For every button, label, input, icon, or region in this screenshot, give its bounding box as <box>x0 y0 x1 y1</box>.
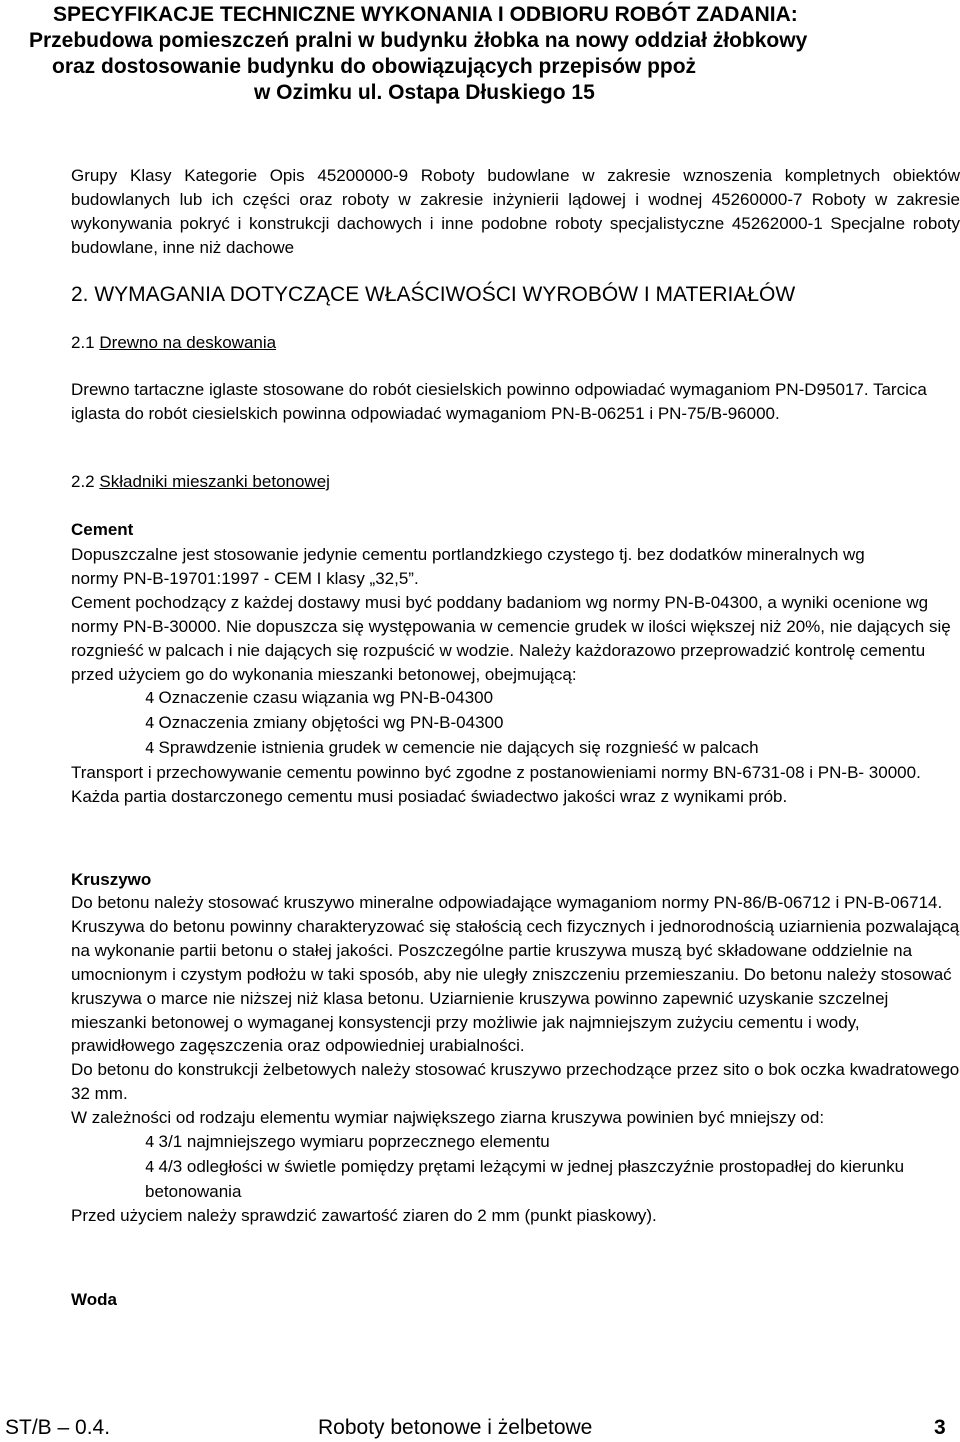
footer-spec-code: ST/B – 0.4. <box>5 1416 111 1439</box>
kruszywo-paragraph-4: Przed użyciem należy sprawdzić zawartość ziaren do 2 mm (punkt piaskowy). <box>71 1205 657 1225</box>
title-line-4: w Ozimku ul. Ostapa Dłuskiego 15 <box>254 81 595 104</box>
kruszywo-paragraph-3: W zależności od rodzaju elementu wymiar największego ziarna kruszywa powinien być mniejszy od: <box>71 1108 825 1128</box>
subsection-2-1-heading <box>71 333 276 353</box>
cement-paragraph-2: Cement pochodzący z każdej dostawy musi być poddany badaniom wg normy PN-B-04300, a wyniki ocenione wg normy PN-B-30000. Nie dopuszcza się występowania w cemencie grudek w ilości większej niż 20%, nie dających się rozgnieść w palcach i nie dających się rozpuścić w wodzie. Należy każdorazowo przeprowadzić kontrolę cementu przed użyciem go do wykonania mieszanki betonowej, obejmującą: <box>71 592 951 684</box>
cement-heading: Cement <box>71 520 134 539</box>
subsection-2-2-heading <box>71 472 330 492</box>
bullet-icon: 4 <box>145 714 155 733</box>
cpv-paragraph <box>71 164 960 260</box>
kruszywo-paragraph-1: Do betonu należy stosować kruszywo mineralne odpowiadające wymaganiom normy PN-86/B-06712 i PN-B-06714. Kruszywa do betonu powinny charakteryzować się stałością cech fizycznych i jednorodnością uziarnienia pozwalającą na wykonanie partii betonu o stałej jakości. Poszczególne partie kruszywa muszą być składowane oddzielnie na umocnionym i czystym podłożu w taki sposób, aby nie uległy zniszczeniu przemieszaniu. Do betonu należy stosować kruszywa o marce nie niższej niż klasa betonu. Uziarnienie kruszywa powinno zapewnić uzyskanie szczelnej mieszanki betonowej o wymaganej konsystencji przy możliwie jak najmniejszym zużyciu cementu i wody, prawidłowego zagęszczenia oraz odpowiedniej urabialności. <box>71 893 960 1056</box>
document-title <box>30 2 950 106</box>
kruszywo-paragraph-2: Do betonu do konstrukcji żelbetowych należy stosować kruszywo przechodzące przez sito o bok oczka kwadratowego 32 mm. <box>71 1060 960 1104</box>
kruszywo-section <box>71 891 960 1228</box>
bullet-icon: 4 <box>145 1133 155 1152</box>
subsection-2-1-number: 2.1 <box>71 333 95 352</box>
woda-heading: Woda <box>71 1290 117 1309</box>
title-line-2: Przebudowa pomieszczeń pralni w budynku żłobka na nowy oddział żłobkowy <box>29 29 808 52</box>
page-footer <box>0 1414 960 1442</box>
title-line-3: oraz dostosowanie budynku do obowiązujących przepisów ppoż <box>52 55 697 78</box>
subsection-2-1-paragraph <box>71 378 951 426</box>
footer-title: Roboty betonowe i żelbetowe <box>318 1416 593 1439</box>
title-line-1: SPECYFIKACJE TECHNICZNE WYKONANIA I ODBIORU ROBÓT ZADANIA: <box>53 3 798 26</box>
section-2-heading: 2. WYMAGANIA DOTYCZĄCE WŁAŚCIWOŚCI WYROBÓW I MATERIAŁÓW <box>71 283 796 306</box>
cement-bullet-item: 4 Oznaczenia zmiany objętości wg PN-B-04300 <box>145 713 504 733</box>
bullet-icon: 4 <box>145 689 155 708</box>
cpv-text: Grupy Klasy Kategorie Opis 45200000-9 Roboty budowlane w zakresie wznoszenia kompletnych obiektów budowlanych lub ich części oraz roboty w zakresie inżynierii lądowej i wodnej 45260000-7 Roboty w zakresie wykonywania pokryć i konstrukcji dachowych i inne podobne roboty specjalistyczne 45262000-1 Specjalne roboty budowlane, inne niż dachowe <box>71 166 960 257</box>
wood-requirements-text: Drewno tartaczne iglaste stosowane do robót ciesielskich powinno odpowiadać wymaganiom PN-D95017. Tarcica iglasta do robót ciesielskich powinna odpowiadać wymaganiom PN-B-06251 i PN-75/B-96000. <box>71 380 927 423</box>
cement-bullet-item: 4 Sprawdzenie istnienia grudek w cemencie nie dających się rozgnieść w palcach <box>145 738 759 758</box>
cement-paragraph-3: Transport i przechowywanie cementu powinno być zgodne z postanowieniami normy BN-6731-08 i PN-B- 30000. Każda partia dostarczonego cementu musi posiadać świadectwo jakości wraz z wynikami prób. <box>71 763 921 807</box>
cement-bullet-item: 4 Oznaczenie czasu wiązania wg PN-B-04300 <box>145 688 494 708</box>
cement-section <box>71 543 951 809</box>
kruszywo-bullet-item: 4 4/3 odległości w świetle pomiędzy prętami leżącymi w jednej płaszczyźnie prostopadłej do kierunku betonowania <box>145 1156 905 1201</box>
kruszywo-bullet-item: 4 3/1 najmniejszego wymiaru poprzecznego elementu <box>145 1132 550 1152</box>
kruszywo-heading: Kruszywo <box>71 870 152 889</box>
subsection-2-1-title: Drewno na deskowania <box>99 333 277 352</box>
bullet-icon: 4 <box>145 739 155 758</box>
bullet-icon: 4 <box>145 1157 155 1176</box>
page-number: 3 <box>934 1416 946 1439</box>
cement-paragraph-1: Dopuszczalne jest stosowanie jedynie cementu portlandzkiego czystego tj. bez dodatków mineralnych wg normy PN-B-19701:1997 - CEM I klasy „32,5”. <box>71 545 865 588</box>
subsection-2-2-number: 2.2 <box>71 472 95 491</box>
subsection-2-2-title: Składniki mieszanki betonowej <box>99 472 330 491</box>
